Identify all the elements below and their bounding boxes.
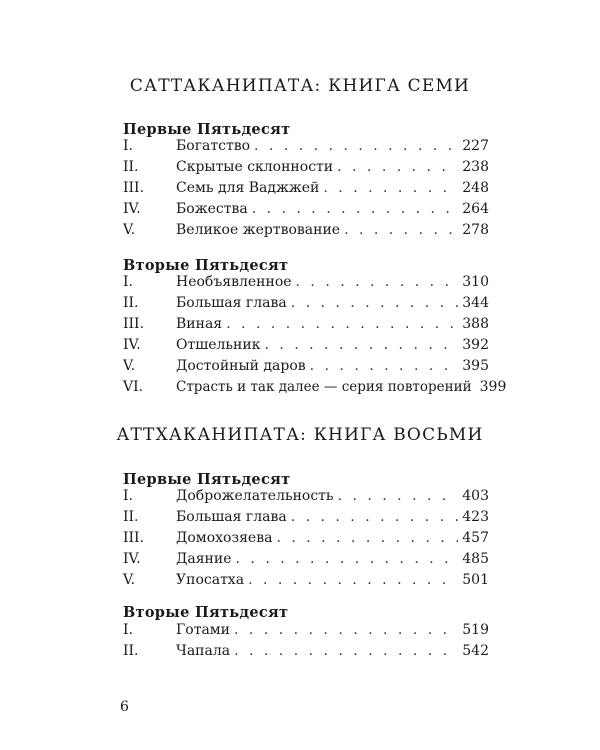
entry-number: V. <box>123 222 136 238</box>
entry-number: I. <box>123 622 133 638</box>
entry-number: VI. <box>123 379 144 395</box>
entry-page: 392 <box>462 337 489 353</box>
toc-entry[interactable] <box>123 509 489 529</box>
toc-entry[interactable] <box>123 622 489 642</box>
entry-title: Отшельник <box>176 337 261 353</box>
book-title-8: АТТХАКАНИПАТА: КНИГА ВОСЬМИ <box>116 425 484 445</box>
entry-number: V. <box>123 572 136 588</box>
entry-page: 457 <box>462 530 489 546</box>
entry-page: 403 <box>462 488 489 504</box>
dot-leader <box>291 295 459 311</box>
toc-entry[interactable] <box>123 274 489 294</box>
entry-page: 519 <box>462 622 489 638</box>
entry-title: Большая глава <box>176 295 287 311</box>
entry-number: II. <box>123 643 139 659</box>
entry-number: III. <box>123 180 145 196</box>
entry-title: Божества <box>176 201 248 217</box>
entry-page: 485 <box>462 551 489 567</box>
dot-leader <box>344 222 458 238</box>
entry-page: 388 <box>462 316 489 332</box>
entry-page: 344 <box>462 295 489 311</box>
entry-title: Богатство <box>176 138 251 154</box>
entry-page: 238 <box>462 159 489 175</box>
toc-entry[interactable] <box>123 138 489 158</box>
entry-title: Домохозяева <box>176 530 273 546</box>
entry-title: Достойный даров <box>176 358 306 374</box>
dot-leader <box>337 159 458 175</box>
entry-number: IV. <box>123 337 141 353</box>
entry-title: Необъявленное <box>176 274 292 290</box>
page-number: 6 <box>120 699 129 715</box>
toc-entry[interactable] <box>123 295 489 315</box>
dot-leader <box>276 530 458 546</box>
dot-leader <box>254 138 458 154</box>
entry-number: IV. <box>123 551 141 567</box>
entry-number: IV. <box>123 201 141 217</box>
entry-page: 542 <box>462 643 489 659</box>
toc-entry[interactable] <box>123 316 489 336</box>
entry-page: 399 <box>479 379 507 395</box>
entry-title: Страсть и так далее — серия повторений <box>176 379 472 395</box>
dot-leader <box>234 643 458 659</box>
entry-number: II. <box>123 295 139 311</box>
dot-leader <box>234 622 458 638</box>
dot-leader <box>310 358 459 374</box>
entry-title: Готами <box>176 622 231 638</box>
entry-page: 227 <box>462 138 489 154</box>
dot-leader <box>236 551 459 567</box>
dot-leader <box>252 201 459 217</box>
entry-number: I. <box>123 138 133 154</box>
section-heading: Первые Пятьдесят <box>123 121 291 138</box>
toc-entry[interactable] <box>123 180 489 200</box>
toc-entry[interactable] <box>123 551 489 571</box>
entry-title: Большая глава <box>176 509 287 525</box>
dot-leader <box>296 274 459 290</box>
toc-entry[interactable] <box>123 379 507 399</box>
entry-page: 264 <box>462 201 489 217</box>
dot-leader <box>291 509 459 525</box>
toc-entry[interactable] <box>123 530 489 550</box>
entry-number: I. <box>123 488 133 504</box>
entry-title: Чапала <box>176 643 231 659</box>
entry-number: II. <box>123 509 139 525</box>
dot-leader <box>226 316 458 332</box>
toc-entry[interactable] <box>123 201 489 221</box>
toc-entry[interactable] <box>123 572 489 592</box>
entry-title: Упосатха <box>176 572 245 588</box>
toc-entry[interactable] <box>123 643 489 663</box>
entry-page: 248 <box>462 180 489 196</box>
entry-title: Доброжелательность <box>176 488 334 504</box>
book-title-7: САТТАКАНИПАТА: КНИГА СЕМИ <box>129 76 471 96</box>
toc-entry[interactable] <box>123 337 489 357</box>
entry-page: 501 <box>462 572 489 588</box>
entry-number: III. <box>123 530 145 546</box>
entry-page: 395 <box>462 358 489 374</box>
section-heading: Первые Пятьдесят <box>123 471 291 488</box>
toc-entry[interactable] <box>123 358 489 378</box>
entry-title: Семь для Ваджжей <box>176 180 320 196</box>
entry-page: 278 <box>462 222 489 238</box>
entry-number: V. <box>123 358 136 374</box>
toc-entry[interactable] <box>123 222 489 242</box>
entry-number: II. <box>123 159 139 175</box>
entry-title: Великое жертвование <box>176 222 341 238</box>
dot-leader <box>264 337 458 353</box>
entry-number: I. <box>123 274 133 290</box>
entry-page: 310 <box>462 274 489 290</box>
dot-leader <box>323 180 458 196</box>
dot-leader <box>338 488 459 504</box>
section-heading: Вторые Пятьдесят <box>123 257 289 274</box>
toc-entry[interactable] <box>123 488 489 508</box>
toc-entry[interactable] <box>123 159 489 179</box>
entry-number: III. <box>123 316 145 332</box>
section-heading: Вторые Пятьдесят <box>123 604 289 621</box>
entry-page: 423 <box>462 509 489 525</box>
dot-leader <box>248 572 458 588</box>
entry-title: Даяние <box>176 551 232 567</box>
entry-title: Скрытые склонности <box>176 159 334 175</box>
entry-title: Виная <box>176 316 223 332</box>
